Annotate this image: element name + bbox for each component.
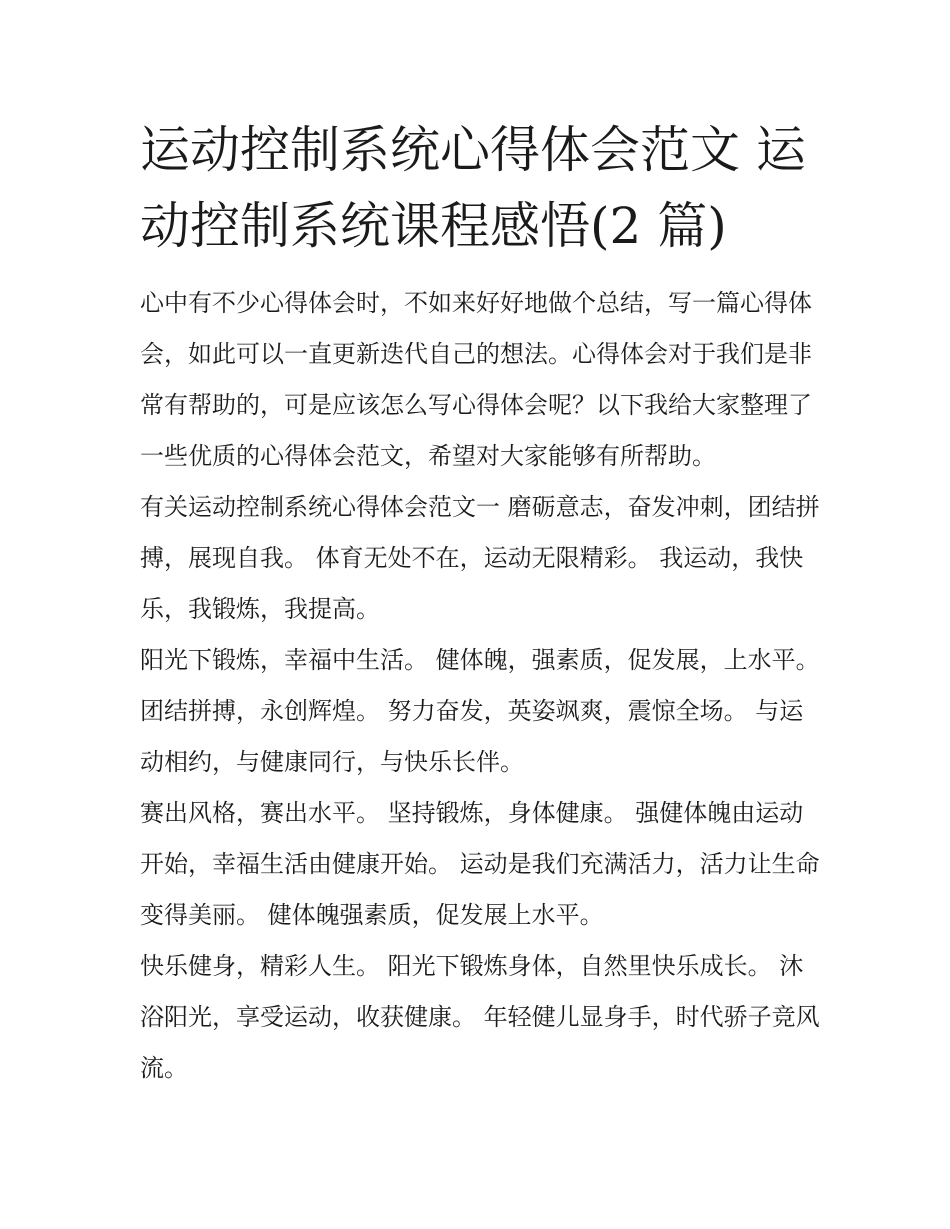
document-body [140,278,825,1094]
paragraph: 心中有不少心得体会时，不如来好好地做个总结，写一篇心得体会，如此可以一直更新迭代自己的想法。心得体会对于我们是非常有帮助的，可是应该怎么写心得体会呢？以下我给大家整理了一些优质的心得体会范文，希望对大家能够有所帮助。 [140,289,812,470]
paragraph: 快乐健身，精彩人生。 阳光下锻炼身体，自然里快乐成长。 沐浴阳光，享受运动，收获健康。 年轻健儿显身手，时代骄子竞风流。 [140,952,820,1082]
paragraph: 赛出风格，赛出水平。 坚持锻炼，身体健康。 强健体魄由运动开始，幸福生活由健康开始。 运动是我们充满活力，活力让生命变得美丽。 健体魄强素质，促发展上水平。 [140,799,820,929]
paragraph: 阳光下锻炼，幸福中生活。 健体魄，强素质，促发展，上水平。 团结拼搏，永创辉煌。 努力奋发，英姿飒爽，震惊全场。 与运动相约，与健康同行，与快乐长伴。 [140,646,820,776]
paragraph: 有关运动控制系统心得体会范文一 磨砺意志，奋发冲刺，团结拼搏，展现自我。 体育无处不在，运动无限精彩。 我运动，我快乐，我锻炼，我提高。 [140,493,820,623]
document-title: 运动控制系统心得体会范文 运动控制系统课程感悟(2 篇) [140,121,806,255]
